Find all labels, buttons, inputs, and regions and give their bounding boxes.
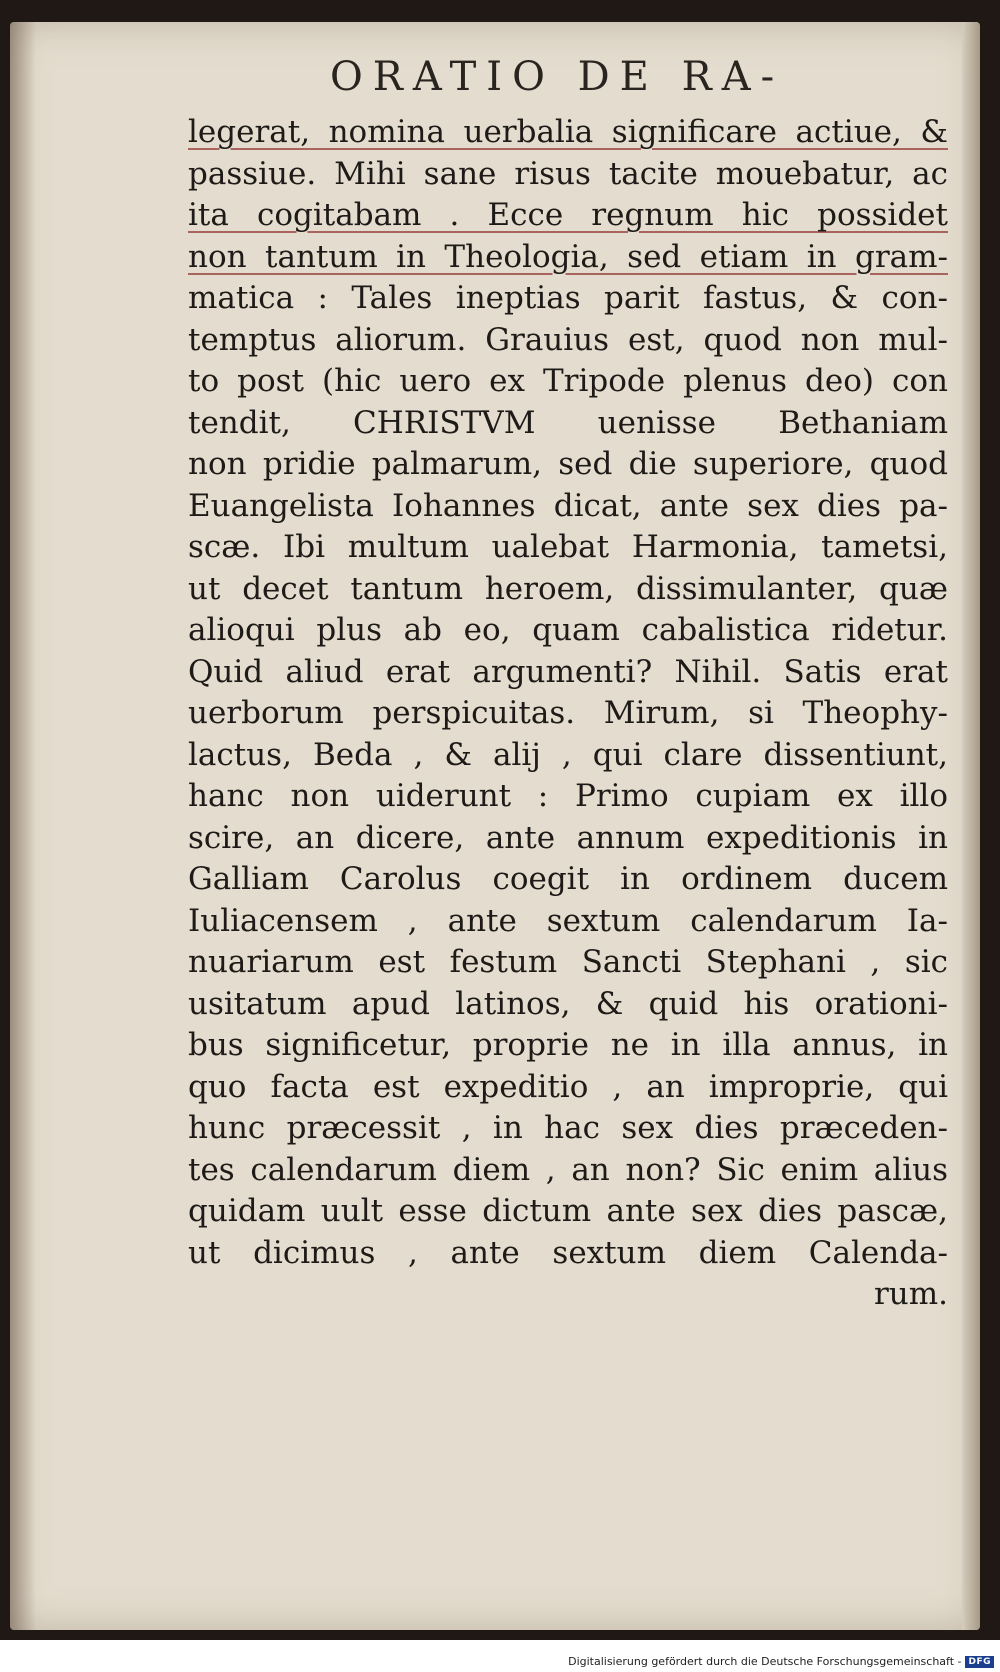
- dfg-logo-icon: DFG: [965, 1656, 994, 1668]
- text-line: usitatum apud latinos, & quid his orationi-: [188, 985, 948, 1022]
- text-line: uerborum perspicuitas. Mirum, si Theophy-: [188, 695, 948, 731]
- text-line: matica : Tales ineptias parit fastus, & con-: [188, 280, 948, 316]
- catchword: rum.: [873, 1276, 948, 1312]
- text-line: tendit, CHRISTVM uenisse Bethaniam: [188, 404, 948, 441]
- text-line: Iuliacensem , ante sextum calendarum Ia-: [188, 902, 948, 939]
- text-line: legerat, nomina uerbalia significare actiue, &: [188, 114, 948, 150]
- text-line: tes calendarum diem , an non? Sic enim alius: [188, 1151, 948, 1188]
- text-line: hunc præcessit , in hac sex dies præceden-: [188, 1110, 948, 1146]
- text-line: ut dicimus , ante sextum diem Calenda-: [188, 1234, 948, 1271]
- text-line: ita cogitabam . Ecce regnum hic possidet: [188, 197, 948, 233]
- text-line: non tantum in Theologia, sed etiam in gram-: [188, 238, 948, 275]
- text-line: Euangelista Iohannes dicat, ante sex dies pa-: [188, 487, 948, 524]
- text-line: scire, an dicere, ante annum expeditionis in: [188, 819, 948, 856]
- text-line: Quid aliud erat argumenti? Nihil. Satis erat: [188, 653, 948, 690]
- text-line: quidam uult esse dictum ante sex dies pascæ,: [188, 1193, 948, 1229]
- text-line: nuariarum est festum Sancti Stephani , sic: [188, 944, 948, 980]
- text-line: to post (hic uero ex Tripode plenus deo) con: [188, 363, 948, 399]
- text-line: passiue. Mihi sane risus tacite mouebatur, ac: [188, 155, 948, 192]
- running-head: ORATIO DE RA-: [330, 54, 785, 100]
- text-line: non pridie palmarum, sed die superiore, quod: [188, 446, 948, 482]
- page-edge: [962, 22, 980, 1630]
- text-line: temptus aliorum. Grauius est, quod non mul-: [188, 321, 948, 358]
- gutter-shadow: [10, 22, 36, 1630]
- text-line: scæ. Ibi multum ualebat Harmonia, tametsi,: [188, 529, 948, 565]
- text-line: quo facta est expeditio , an improprie, qui: [188, 1068, 948, 1105]
- text-line: alioqui plus ab eo, quam cabalistica ridetur.: [188, 612, 948, 648]
- text-line: lactus, Beda , & alij , qui clare dissentiunt,: [188, 736, 948, 773]
- body-text: [188, 112, 948, 1316]
- text-line: ut decet tantum heroem, dissimulanter, quæ: [188, 570, 948, 607]
- text-line: bus significetur, proprie ne in illa annus, in: [188, 1027, 948, 1063]
- text-line: hanc non uiderunt : Primo cupiam ex illo: [188, 778, 948, 814]
- digitization-credit: [568, 1655, 994, 1668]
- credit-text: Digitalisierung gefördert durch die Deutsche Forschungsgemeinschaft -: [568, 1655, 962, 1668]
- text-line: Galliam Carolus coegit in ordinem ducem: [188, 861, 948, 897]
